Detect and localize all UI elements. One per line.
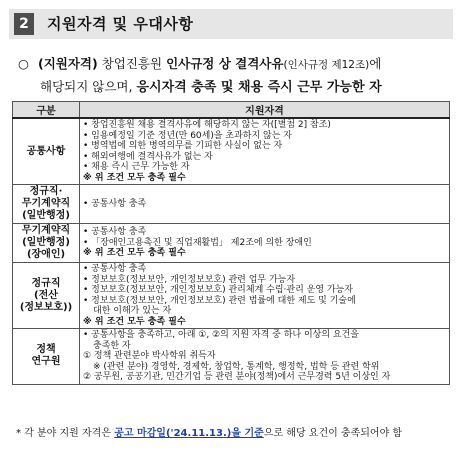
intro-text-2: 인사규정 상 결격사유 [166,56,284,71]
intro-text-3: (인사규정 제12조) [283,59,370,71]
row-requirements [80,329,450,385]
section-number: 2 [14,13,34,35]
requirement-line: • 정보보호(정보보안, 개인정보보호) 관련 업무 가능자 [83,274,296,285]
intro-label: (지원자격) [37,56,98,71]
requirement-line: ② 공무원, 공공기관, 민간기업 등 관련 분야(정책)에서 근무경력 5년 이상인 자 [83,372,391,382]
requirement-line: • 병역법에 의한 병역의무를 기피한 사실이 없는 자 [83,141,283,151]
requirement-line: 충족한 자 [93,340,131,351]
footnote-suffix: 으로 해당 요건이 충족되어야 함 [263,428,403,439]
row-requirements [80,224,450,263]
intro-text-4: 에 [369,56,382,71]
bullet-circle: ○ [18,56,29,71]
row-category: 공통사항 [13,118,80,185]
intro-paragraph [18,53,454,99]
requirement-line: ※ 위 조건 모두 충족 필수 [83,248,186,259]
intro-text-1: 창업진흥원 [101,56,163,71]
intro-line-1 [18,53,454,76]
row-category: 정규직 (전산 (정보보호)) [13,263,80,329]
table-row [13,329,450,385]
footnote [16,427,402,441]
requirement-line: • 정보보호(정보보안, 개인정보보호) 관리체계 수립·관리 운영 가능자 [83,285,353,295]
intro-line-2 [18,76,454,99]
requirement-line: • 창업진흥원 채용 결격사유에 해당하지 않는 자([별첨 2] 참조) [83,120,331,130]
row-requirements [80,185,450,224]
requirement-line: ※ 위 조건 모두 충족 필수 [83,316,186,327]
requirement-line: • 공통사항 충족 [83,227,147,238]
section-header [9,9,453,39]
intro-text-6: 응시자격 충족 및 채용 즉시 근무 가능한 자 [136,80,382,95]
header-category: 구분 [13,102,80,119]
intro-text-5: 해당되지 않으며, [40,79,133,94]
requirement-line: • 공통사항 충족 [83,198,147,209]
requirement-line: • 채용 즉시 근무 가능한 자 [83,162,190,172]
row-requirements [80,118,450,185]
requirement-line: ※ (관련 분야) 경영학, 경제학, 창업학, 통계학, 행정학, 법학 등 관련 학위 [93,361,380,372]
header-requirement: 지원자격 [80,102,450,119]
footnote-highlight: 공고 마감일('24.11.13.)을 기준 [114,428,264,439]
row-category: 정책 연구원 [13,329,80,385]
table-header-row [13,102,450,119]
table-row [13,118,450,185]
row-requirements [80,263,450,329]
requirement-line: • 「장애인고용촉진 및 직업재활법」 제2조에 의한 장애인 [83,237,312,248]
table-row [13,263,450,329]
requirement-line: • 공통사항을 충족하고, 아래 ①, ②의 지원 자격 중 하나 이상의 요건을 [83,330,359,340]
row-category: 정규직· 무기계약직 (일반행정) [13,185,80,224]
requirement-line: ① 정책 관련분야 박사학위 취득자 [83,351,216,361]
requirement-line: • 공통사항 충족 [83,264,147,274]
requirement-line: 대한 이해가 있는 자 [93,306,172,316]
table-body [13,118,450,384]
footnote-prefix: * 각 분야 지원 자격은 [16,428,111,439]
requirement-line: • 정보보호(정보보안, 개인정보보호) 관련 법률에 대한 제도 및 기술에 [83,295,356,306]
row-category: 무기계약직 (일반행정) (장애인) [13,224,80,263]
requirement-line: ※ 위 조건 모두 충족 필수 [83,172,186,183]
qualification-table [12,101,450,385]
requirement-line: • 임용예정일 기준 정년(만 60세)을 초과하지 않는 자 [83,130,292,141]
table-row [13,224,450,263]
section-title: 지원자격 및 우대사항 [47,15,194,33]
table-row [13,185,450,224]
requirement-line: • 해외여행에 결격사유가 없는 자 [83,151,213,162]
